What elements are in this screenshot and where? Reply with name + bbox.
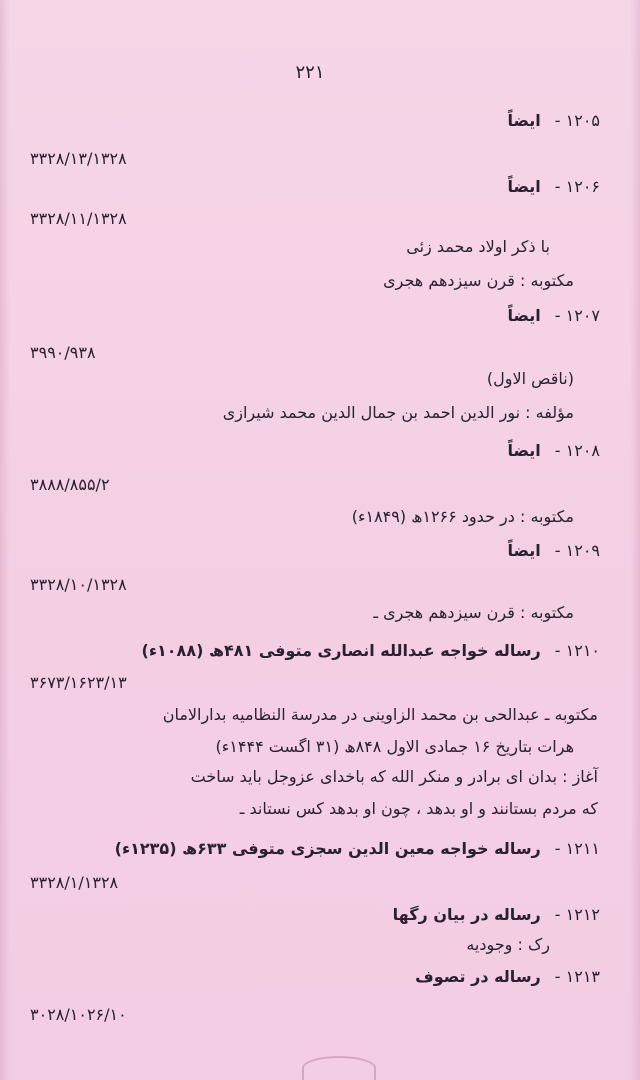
entry-title: رساله خواجه عبدالله انصاری متوفی ۴۸۱ھ (۱۰۸۸ء): [141, 641, 541, 660]
shelf-mark: ۳۳۲۸/۱۰/۱۳۲۸: [30, 575, 127, 594]
entry-title: ایضاً: [507, 111, 541, 130]
entry-number: ۱۲۱۲ -: [554, 905, 600, 924]
entry-number: ۱۲۰۶ -: [554, 177, 600, 196]
entry-number: ۱۲۰۵ -: [554, 111, 600, 130]
copied-date: مکتوبه ـ عبدالحی بن محمد الزاوینی در مدرسة النظامیه بدارالامان: [162, 705, 598, 724]
catalog-entry-1205: [40, 110, 600, 132]
entry-note: با ذکر اولاد محمد زئی: [406, 237, 550, 256]
catalog-entry-1211: [40, 838, 600, 860]
entry-title: رساله خواجه معین الدین سجزی متوفی ۶۳۳ھ (۱۲۳۵ء): [114, 839, 541, 858]
catalog-entry-1206: [40, 176, 600, 198]
author-line: مؤلفه : نور الدین احمد بن جمال الدین محمد شیرازی: [222, 403, 574, 422]
incipit-line: آغاز : بدان ای برادر و منکر الله که باخدای عزوجل باید ساخت: [190, 767, 598, 786]
entry-note: (ناقص الاول): [486, 369, 574, 388]
shelf-mark: ۳۳۲۸/۱۳/۱۳۲۸: [30, 149, 127, 168]
cross-reference: رک : وجودیه: [466, 935, 550, 954]
copied-date: مکتوبه : قرن سیزدهم هجری ـ: [373, 603, 574, 622]
entry-number: ۱۲۱۰ -: [554, 641, 600, 660]
entry-title: رساله در بیان رگها: [392, 905, 541, 924]
catalog-entry-1210: [40, 640, 600, 662]
left-page-edge: [0, 0, 10, 1080]
entry-title: ایضاً: [507, 541, 541, 560]
shelf-mark: ۳۶۷۳/۱۶۲۳/۱۳: [30, 673, 127, 692]
shelf-mark: ۳۰۲۸/۱۰۲۶/۱۰: [30, 1005, 127, 1024]
copied-date: مکتوبه : قرن سیزدهم هجری: [383, 271, 574, 290]
right-page-edge: [630, 0, 640, 1080]
catalog-entry-1208: [40, 440, 600, 462]
shelf-mark: ۳۳۲۸/۱۱/۱۳۲۸: [30, 209, 127, 228]
entry-number: ۱۲۱۱ -: [554, 839, 600, 858]
incipit-line: که مردم بستانند و او بدهد ، چون او بدهد کس نستاند ـ: [239, 799, 598, 818]
entry-number: ۱۲۱۳ -: [554, 967, 600, 986]
entry-number: ۱۲۰۸ -: [554, 441, 600, 460]
shelf-mark: ۳۹۹۰/۹۳۸: [30, 343, 96, 362]
catalog-entry-1207: [40, 305, 600, 327]
shelf-mark: ۳۸۸۸/۸۵۵/۲: [30, 475, 110, 494]
catalog-entry-1212: [40, 904, 600, 926]
catalog-entry-1213: [40, 966, 600, 988]
entry-title: ایضاً: [507, 306, 541, 325]
copied-date: مکتوبه : در حدود ۱۲۶۶ھ (۱۸۴۹ء): [351, 507, 574, 526]
entry-title: ایضاً: [507, 177, 541, 196]
page-smudge: [302, 1056, 376, 1080]
entry-title: ایضاً: [507, 441, 541, 460]
catalog-entry-1209: [40, 540, 600, 562]
shelf-mark: ۳۳۲۸/۱/۱۳۲۸: [30, 873, 119, 892]
page-number: ۲۲۱: [295, 62, 325, 83]
entry-number: ۱۲۰۹ -: [554, 541, 600, 560]
entry-number: ۱۲۰۷ -: [554, 306, 600, 325]
entry-title: رساله در تصوف: [415, 967, 541, 986]
text-line: هرات بتاریخ ۱۶ جمادی الاول ۸۴۸ھ (۳۱ اگست ۱۴۴۴ء): [215, 737, 574, 756]
